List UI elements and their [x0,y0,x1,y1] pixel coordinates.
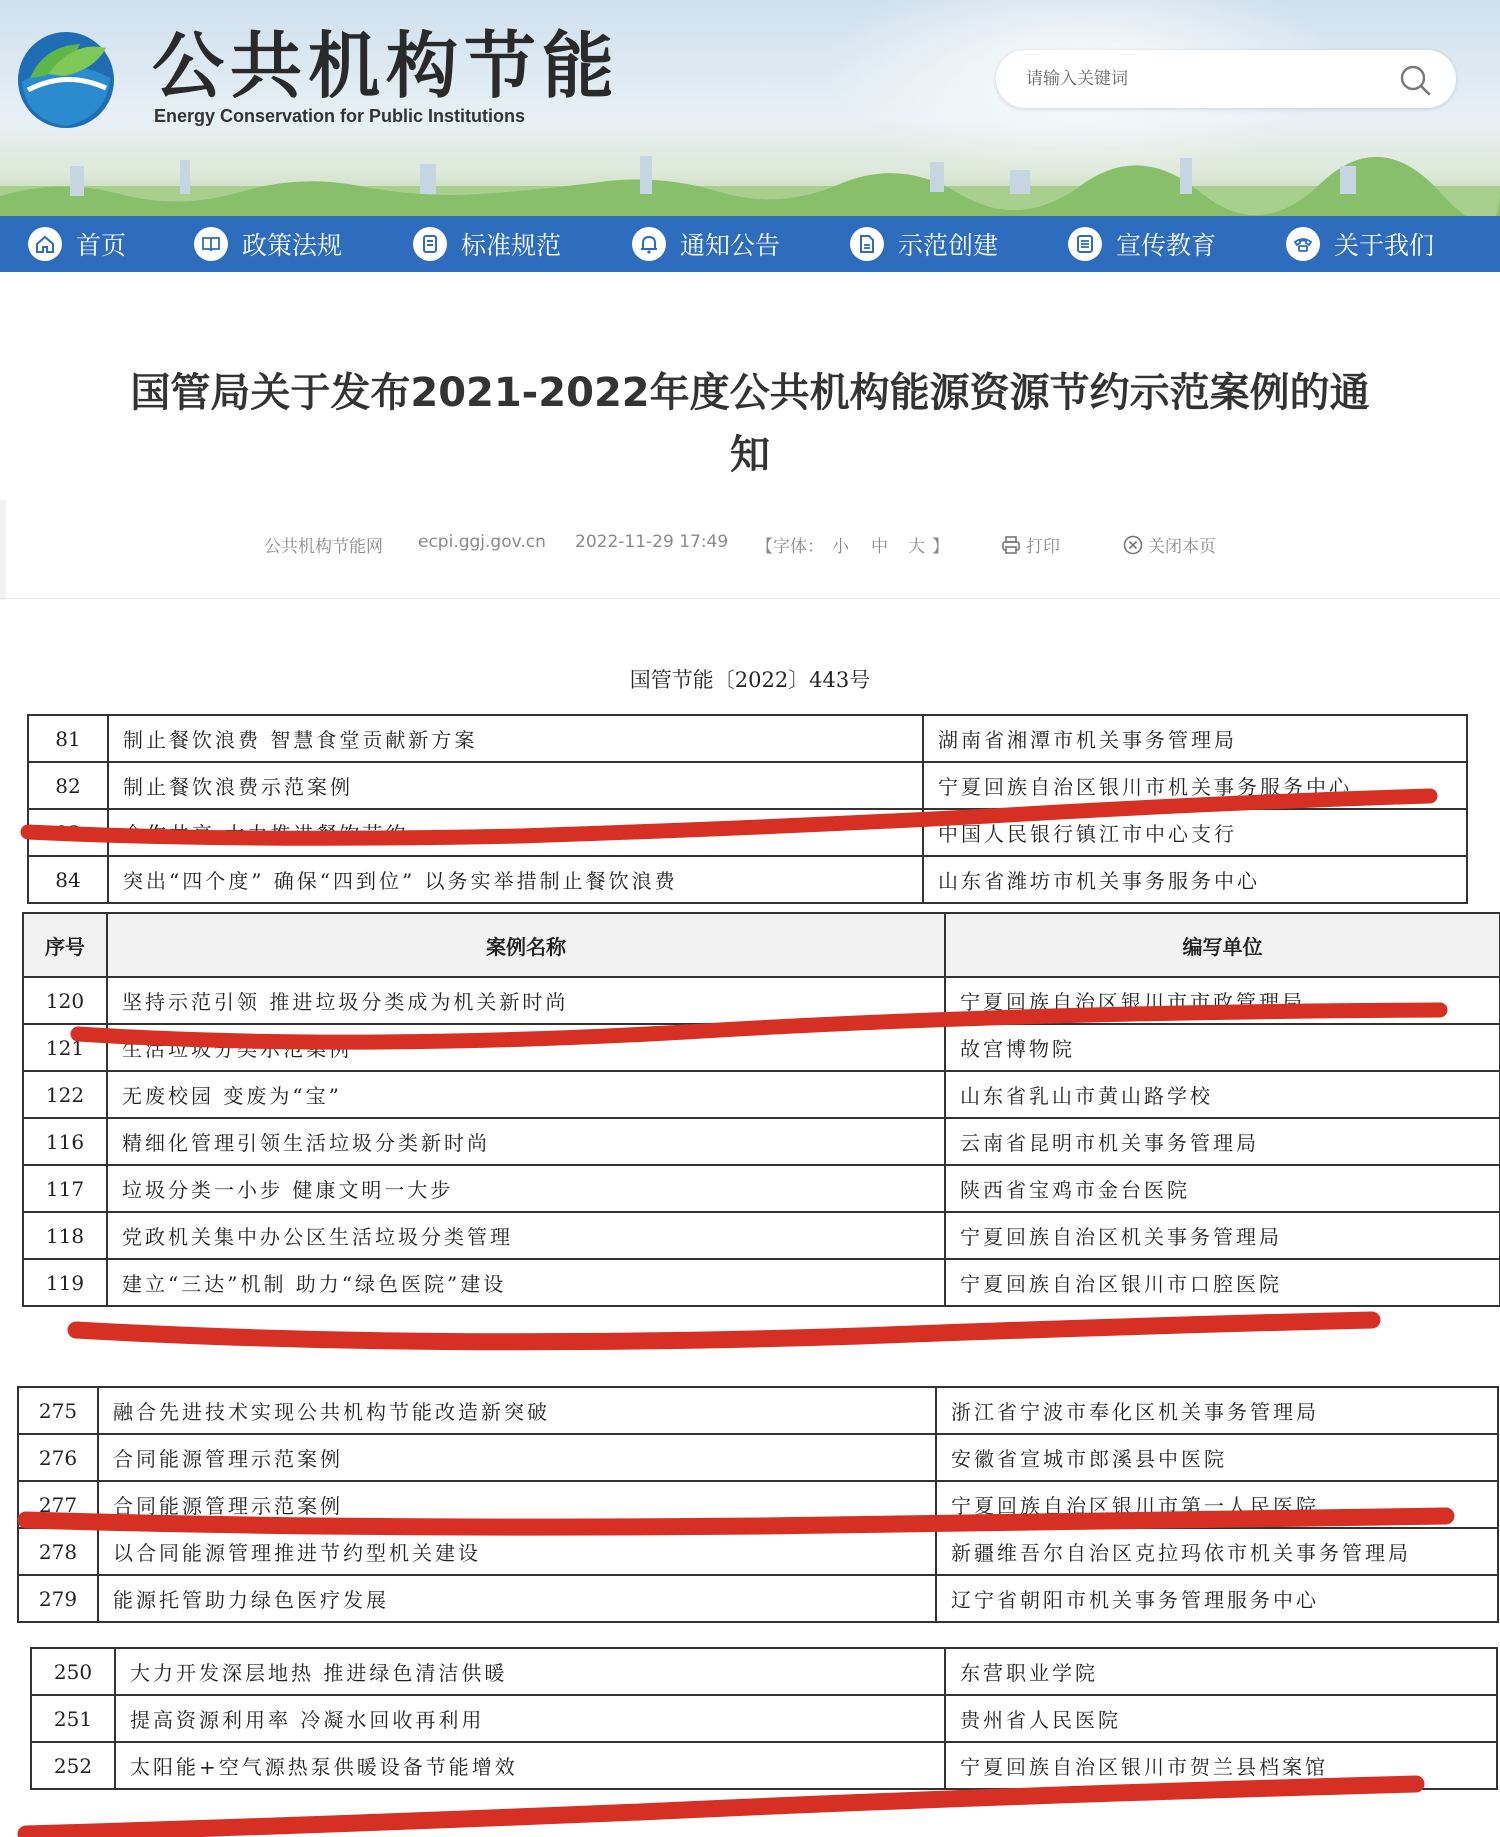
phone-icon [1286,227,1320,261]
divider [0,598,1500,599]
table-row [28,715,1467,762]
font-size-small[interactable]: 小 [832,537,849,557]
table-row [31,1695,1497,1742]
case-unit: 宁夏回族自治区银川市口腔医院 [945,1259,1500,1306]
case-name: 生活垃圾分类示范案例 [107,1024,945,1071]
case-unit: 宁夏回族自治区银川市第一人民医院 [936,1481,1498,1528]
case-number: 120 [23,977,107,1024]
case-unit: 辽宁省朝阳市机关事务管理服务中心 [936,1575,1498,1622]
case-number: 278 [18,1528,98,1575]
article-source: 公共机构节能网 [264,537,383,557]
table-row [23,1071,1500,1118]
case-unit: 云南省昆明市机关事务管理局 [945,1118,1500,1165]
book-icon [194,227,228,261]
case-name: 太阳能+空气源热泵供暖设备节能增效 [115,1742,945,1789]
red-underline-stroke [26,1784,1416,1834]
table-row [23,1118,1500,1165]
search-input[interactable] [1026,50,1386,108]
font-size-medium[interactable]: 中 [871,537,888,557]
cases-table-fragment-4 [30,1647,1498,1790]
table-row [31,1742,1497,1789]
table-row [28,809,1467,856]
case-number: 252 [31,1742,115,1789]
case-number: 121 [23,1024,107,1071]
nav-item-policy[interactable] [194,216,342,272]
cases-table-fragment-1 [27,714,1468,904]
column-header-number: 序号 [23,913,107,977]
case-unit: 湖南省湘潭市机关事务管理局 [923,715,1467,762]
case-number: 84 [28,856,108,903]
case-name: 建立“三达”机制 助力“绿色医院”建设 [107,1259,945,1306]
case-unit: 故宫博物院 [945,1024,1500,1071]
search-icon[interactable] [1398,63,1432,97]
case-number: 251 [31,1695,115,1742]
case-name: 突出“四个度” 确保“四到位” 以务实举措制止餐饮浪费 [108,856,923,903]
nav-item-demo[interactable] [850,216,998,272]
case-unit: 安徽省宣城市郎溪县中医院 [936,1434,1498,1481]
case-name: 合作共享 大力推进餐饮节约 [108,809,923,856]
nav-label: 关于我们 [1334,231,1435,260]
printer-icon [1000,534,1022,556]
side-edge [0,500,6,600]
case-number: 83 [28,809,108,856]
case-name: 党政机关集中办公区生活垃圾分类管理 [107,1212,945,1259]
column-header-unit: 编写单位 [945,913,1500,977]
case-name: 垃圾分类一小步 健康文明一大步 [107,1165,945,1212]
site-header [0,0,1500,216]
case-unit: 东营职业学院 [945,1648,1497,1695]
document-icon [413,227,447,261]
article-url: ecpi.ggj.gov.cn [418,532,546,552]
case-number: 122 [23,1071,107,1118]
case-unit: 新疆维吾尔自治区克拉玛依市机关事务管理局 [936,1528,1498,1575]
table-row [28,856,1467,903]
case-unit: 山东省潍坊市机关事务服务中心 [923,856,1467,903]
case-unit: 山东省乳山市黄山路学校 [945,1071,1500,1118]
list-icon [1068,227,1102,261]
table-row [31,1648,1497,1695]
nav-label: 宣传教育 [1116,231,1217,260]
close-icon [1122,534,1144,556]
close-label: 关闭本页 [1148,537,1216,557]
case-number: 81 [28,715,108,762]
case-unit: 宁夏回族自治区银川市机关事务服务中心 [923,762,1467,809]
nav-label: 政策法规 [242,231,343,260]
nav-item-standards[interactable] [413,216,561,272]
case-name: 能源托管助力绿色医疗发展 [98,1575,936,1622]
table-header-row [23,913,1500,977]
case-number: 116 [23,1118,107,1165]
nav-item-education[interactable] [1068,216,1216,272]
case-name: 制止餐饮浪费 智慧食堂贡献新方案 [108,715,923,762]
article-datetime: 2022-11-29 17:49 [575,532,729,552]
case-name: 精细化管理引领生活垃圾分类新时尚 [107,1118,945,1165]
case-number: 118 [23,1212,107,1259]
cases-table-fragment-2 [22,912,1500,1307]
case-number: 117 [23,1165,107,1212]
table-row [18,1528,1498,1575]
nav-label: 首页 [76,231,127,260]
table-row [23,977,1500,1024]
print-button[interactable] [1000,532,1060,557]
case-number: 275 [18,1387,98,1434]
table-row [18,1387,1498,1434]
case-number: 119 [23,1259,107,1306]
red-underline-stroke [76,1320,1372,1342]
case-number: 82 [28,762,108,809]
table-row [18,1481,1498,1528]
nav-item-about[interactable] [1286,216,1434,272]
nav-label: 示范创建 [898,231,999,260]
table-row [28,762,1467,809]
table-row [18,1434,1498,1481]
case-unit: 宁夏回族自治区机关事务管理局 [945,1212,1500,1259]
case-name: 坚持示范引领 推进垃圾分类成为机关新时尚 [107,977,945,1024]
site-title: 公共机构节能 [152,24,621,108]
case-unit: 宁夏回族自治区银川市市政管理局 [945,977,1500,1024]
case-unit: 中国人民银行镇江市中心支行 [923,809,1467,856]
file-icon [850,227,884,261]
case-name: 大力开发深层地热 推进绿色清洁供暖 [115,1648,945,1695]
case-name: 以合同能源管理推进节约型机关建设 [98,1528,936,1575]
site-subtitle: Energy Conservation for Public Institutions [154,106,526,126]
case-name: 无废校园 变废为“宝” [107,1071,945,1118]
bell-icon [632,227,666,261]
case-name: 融合先进技术实现公共机构节能改造新突破 [98,1387,936,1434]
article-title: 国管局关于发布2021-2022年度公共机构能源资源节约示范案例的通知 [130,370,1370,478]
nav-label: 标准规范 [461,231,562,260]
font-size-label: 【字体： [756,537,824,557]
case-number: 276 [18,1434,98,1481]
case-unit: 陕西省宝鸡市金台医院 [945,1165,1500,1212]
case-name: 提高资源利用率 冷凝水回收再利用 [115,1695,945,1742]
nav-item-notices[interactable] [632,216,780,272]
font-size-end: 】 [932,537,949,557]
search-box [996,50,1456,108]
print-label: 打印 [1026,537,1060,557]
nav-item-home[interactable] [28,216,126,272]
table-row [23,1165,1500,1212]
case-unit: 浙江省宁波市奉化区机关事务管理局 [936,1387,1498,1434]
case-unit: 宁夏回族自治区银川市贺兰县档案馆 [945,1742,1497,1789]
font-size-large[interactable]: 大 [908,537,925,557]
nav-label: 通知公告 [680,231,781,260]
case-number: 250 [31,1648,115,1695]
table-row [23,1212,1500,1259]
table-row [18,1575,1498,1622]
cases-table-fragment-3 [17,1386,1499,1623]
close-page-button[interactable] [1122,532,1216,557]
case-name: 合同能源管理示范案例 [98,1481,936,1528]
case-number: 277 [18,1481,98,1528]
home-icon [28,227,62,261]
case-unit: 贵州省人民医院 [945,1695,1497,1742]
document-number: 国管节能〔2022〕443号 [629,668,871,692]
site-logo[interactable] [14,26,118,130]
case-number: 279 [18,1575,98,1622]
table-row [23,1259,1500,1306]
case-name: 制止餐饮浪费示范案例 [108,762,923,809]
case-name: 合同能源管理示范案例 [98,1434,936,1481]
column-header-name: 案例名称 [107,913,945,977]
table-row [23,1024,1500,1071]
city-skyline-banner [0,156,1500,216]
main-nav [0,216,1500,272]
